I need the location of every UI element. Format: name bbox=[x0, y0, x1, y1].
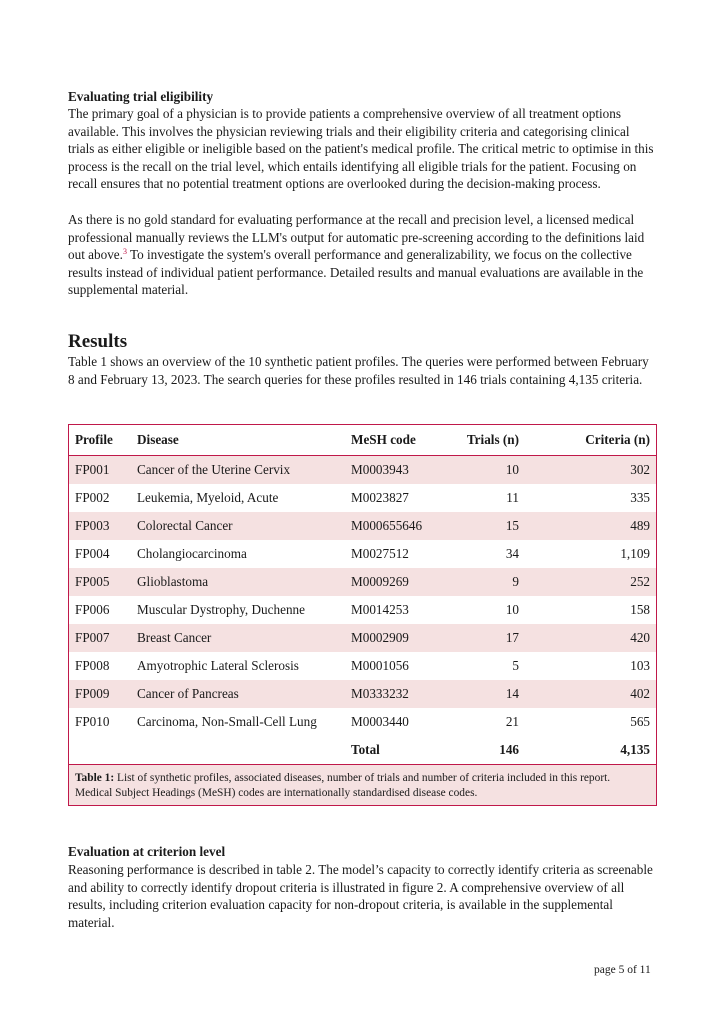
cell-criteria: 103 bbox=[630, 658, 650, 673]
table-row bbox=[69, 512, 656, 540]
cell-disease: Cancer of the Uterine Cervix bbox=[137, 462, 291, 477]
section-heading-results: Results bbox=[68, 331, 128, 352]
cell-criteria: 420 bbox=[630, 630, 650, 645]
cell-mesh-code: M0023827 bbox=[351, 490, 409, 505]
cell-trials: 17 bbox=[505, 630, 519, 645]
cell-trials: 9 bbox=[512, 574, 519, 589]
cell-profile: FP005 bbox=[75, 574, 110, 589]
cell-mesh-code: M0002909 bbox=[351, 630, 409, 645]
cell-disease: Cholangiocarcinoma bbox=[137, 546, 247, 561]
table-row bbox=[69, 680, 656, 708]
caption-text: List of synthetic profiles, associated diseases, number of trials and number of criteria included in this report. Medical Subject Headings (MeSH) codes are internationally standardised disease codes. bbox=[75, 772, 611, 799]
cell-profile: FP010 bbox=[75, 714, 110, 729]
column-header-trials: Trials (n) bbox=[466, 432, 519, 447]
cell-profile: FP008 bbox=[75, 658, 110, 673]
column-header-profile: Profile bbox=[75, 432, 113, 447]
cell-criteria: 252 bbox=[630, 574, 650, 589]
cell-disease: Cancer of Pancreas bbox=[137, 686, 239, 701]
cell-profile: FP001 bbox=[75, 462, 110, 477]
cell-mesh-code: M0001056 bbox=[351, 658, 409, 673]
table-row bbox=[69, 596, 656, 624]
cell-mesh-code: M0003943 bbox=[351, 462, 409, 477]
cell-disease: Carcinoma, Non-Small-Cell Lung bbox=[137, 714, 317, 729]
column-header-criteria: Criteria (n) bbox=[585, 432, 650, 447]
cell-trials: 15 bbox=[505, 518, 519, 533]
cell-profile: FP009 bbox=[75, 686, 110, 701]
cell-criteria: 565 bbox=[630, 714, 650, 729]
cell-profile: FP007 bbox=[75, 630, 110, 645]
cell-criteria: 402 bbox=[630, 686, 650, 701]
table-row bbox=[69, 652, 656, 680]
paragraph-results: Table 1 shows an overview of the 10 synthetic patient profiles. The queries were performed between February 8 and February 13, 2023. The search queries for these profiles resulted in 146 trials containing 4,135 criteria. bbox=[68, 354, 649, 387]
paragraph-eligibility-1: The primary goal of a physician is to provide patients a comprehensive overview of all treatment options available. This involves the physician reviewing trials and their eligibility criteria and categorising clinical trials as either eligible or ineligible based on the patient's medical profile. The critical metric to optimise in this process is the recall on the trial level, which entails identifying all eligible trials for the patient. Focusing on recall ensures that no potential treatment options are overlooked during the decision-making process. bbox=[68, 106, 654, 192]
table-1 bbox=[68, 424, 657, 806]
cell-profile: FP004 bbox=[75, 546, 110, 561]
cell-disease: Breast Cancer bbox=[137, 630, 212, 645]
cell-criteria: 335 bbox=[630, 490, 650, 505]
total-trials: 146 bbox=[499, 742, 519, 757]
cell-disease: Amyotrophic Lateral Sclerosis bbox=[137, 658, 299, 673]
column-header-disease: Disease bbox=[137, 432, 179, 447]
footnote-link[interactable]: 3 bbox=[122, 247, 127, 257]
cell-trials: 10 bbox=[505, 602, 519, 617]
cell-disease: Muscular Dystrophy, Duchenne bbox=[137, 602, 305, 617]
cell-mesh-code: M000655646 bbox=[351, 518, 423, 533]
table-row bbox=[69, 708, 656, 736]
data-table bbox=[69, 425, 656, 764]
paragraph-text: As there is no gold standard for evaluating performance at the recall and precision level, a licensed medical professional manually reviews the LLM's output for automatic pre-screening according to the definitions laid out above. bbox=[68, 212, 645, 263]
page-number: page 5 of 11 bbox=[594, 964, 651, 976]
cell-trials: 11 bbox=[506, 490, 519, 505]
cell-mesh-code: M0027512 bbox=[351, 546, 409, 561]
paragraph-criterion-level: Reasoning performance is described in table 2. The model’s capacity to correctly identify criteria as screenable and ability to correctly identify dropout criteria is illustrated in figure 2. A comprehensive overview of all results, including criterion evaluation capacity for non-dropout criteria, is available in the supplemental material. bbox=[68, 862, 653, 930]
table-header-row bbox=[69, 425, 656, 456]
cell-mesh-code: M0014253 bbox=[351, 602, 409, 617]
cell-empty bbox=[69, 736, 131, 764]
cell-disease: Colorectal Cancer bbox=[137, 518, 233, 533]
cell-mesh-code: M0003440 bbox=[351, 714, 409, 729]
caption-label: Table 1: bbox=[75, 772, 115, 784]
cell-criteria: 302 bbox=[630, 462, 650, 477]
paragraph-text: To investigate the system's overall performance and generalizability, we focus on the collective results instead of individual patient performance. Detailed results and manual evaluations are available in the supplemental material. bbox=[68, 247, 644, 298]
table-row bbox=[69, 624, 656, 652]
table-row bbox=[69, 568, 656, 596]
total-label: Total bbox=[351, 742, 380, 757]
cell-disease: Glioblastoma bbox=[137, 574, 209, 589]
cell-criteria: 1,109 bbox=[620, 546, 650, 561]
section-heading-criterion-level: Evaluation at criterion level bbox=[68, 844, 226, 859]
table-row bbox=[69, 456, 656, 485]
total-criteria: 4,135 bbox=[620, 742, 650, 757]
cell-mesh-code: M0333232 bbox=[351, 686, 409, 701]
cell-criteria: 158 bbox=[630, 602, 650, 617]
cell-profile: FP006 bbox=[75, 602, 110, 617]
cell-empty bbox=[131, 736, 345, 764]
table-row bbox=[69, 540, 656, 568]
cell-trials: 34 bbox=[505, 546, 519, 561]
table-total-row bbox=[69, 736, 656, 764]
cell-profile: FP002 bbox=[75, 490, 110, 505]
column-header-mesh-code: MeSH code bbox=[351, 432, 416, 447]
table-caption bbox=[69, 764, 656, 805]
cell-mesh-code: M0009269 bbox=[351, 574, 409, 589]
cell-disease: Leukemia, Myeloid, Acute bbox=[137, 490, 279, 505]
cell-trials: 10 bbox=[505, 462, 519, 477]
cell-profile: FP003 bbox=[75, 518, 110, 533]
cell-trials: 14 bbox=[505, 686, 519, 701]
paragraph-eligibility-2 bbox=[68, 211, 658, 299]
section-heading-eligibility: Evaluating trial eligibility bbox=[68, 89, 214, 104]
cell-trials: 5 bbox=[512, 658, 519, 673]
cell-trials: 21 bbox=[505, 714, 519, 729]
table-row bbox=[69, 484, 656, 512]
cell-criteria: 489 bbox=[630, 518, 650, 533]
